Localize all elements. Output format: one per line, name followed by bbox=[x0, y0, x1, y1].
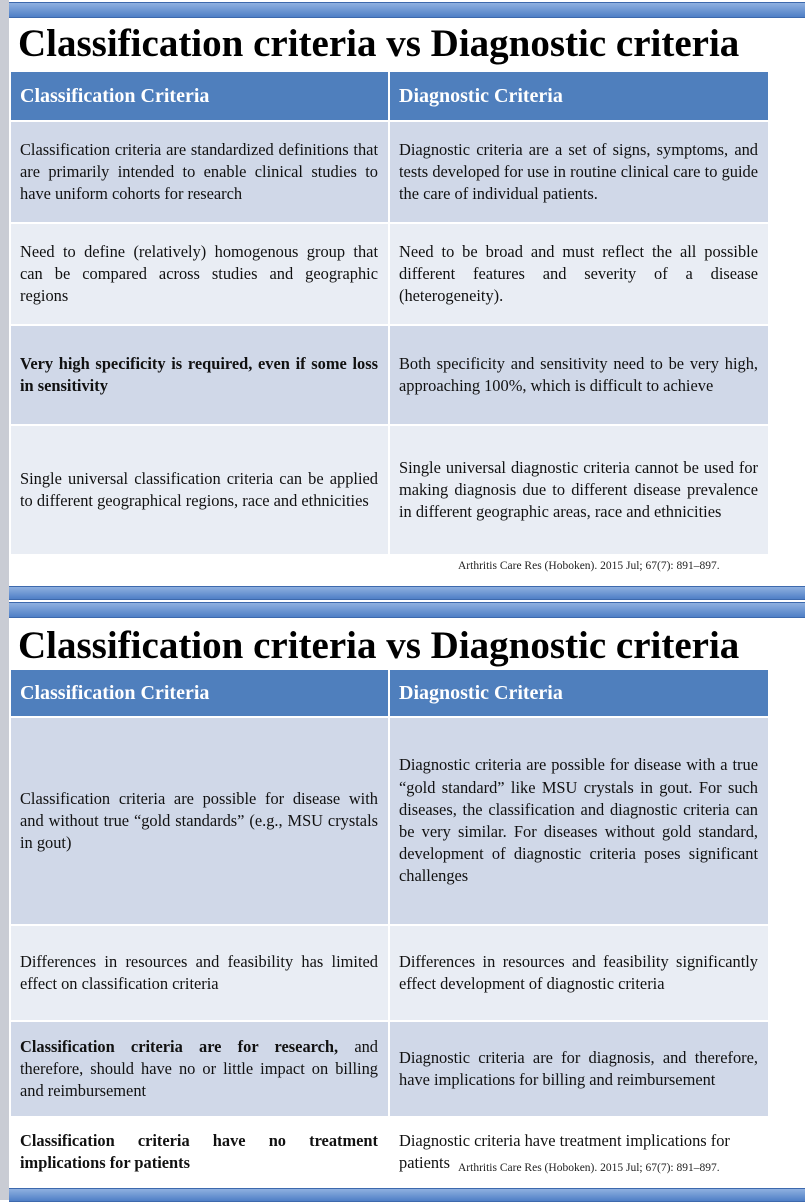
table-cell: Differences in resources and feasibility significantly effect development of diagnostic criteria bbox=[390, 926, 768, 1020]
header-classification-criteria: Classification Criteria bbox=[11, 670, 388, 716]
left-edge-strip bbox=[0, 0, 9, 1200]
table-cell: Diagnostic criteria are a set of signs, symptoms, and tests developed for use in routine clinical care to guide the care of individual patients. bbox=[390, 122, 768, 222]
table-cell: Classification criteria have no treatment implications for patients bbox=[11, 1118, 388, 1194]
table-cell: Classification criteria are standardized definitions that are primarily intended to enable clinical studies to have uniform cohorts for research bbox=[11, 122, 388, 222]
header-classification-criteria: Classification Criteria bbox=[11, 72, 388, 120]
table-cell: Very high specificity is required, even if some loss in sensitivity bbox=[11, 326, 388, 424]
table-cell: Diagnostic criteria have treatment implications for patients bbox=[390, 1118, 768, 1194]
cell-rest: and therefore, should have no or little impact on billing and reimbursement bbox=[20, 1036, 378, 1101]
table-cell: Differences in resources and feasibility has limited effect on classification criteria bbox=[11, 926, 388, 1020]
slide-1-title: Classification criteria vs Diagnostic criteria bbox=[18, 22, 740, 65]
table-cell: Need to define (relatively) homogenous group that can be compared across studies and geographic regions bbox=[11, 224, 388, 324]
slide-1-bottom-bar bbox=[9, 586, 805, 600]
table-cell: Classification criteria are possible for disease with and without true “gold standards” (e.g., MSU crystals in gout) bbox=[11, 718, 388, 924]
table-cell: Both specificity and sensitivity need to be very high, approaching 100%, which is difficult to achieve bbox=[390, 326, 768, 424]
table-cell: Diagnostic criteria are possible for disease with a true “gold standard” like MSU crystals in gout. For such diseases, the classification and diagnostic criteria can be very similar. For diseases without gold standard, development of diagnostic criteria poses significant challenges bbox=[390, 718, 768, 924]
slide-1-comparison-table bbox=[11, 72, 768, 554]
table-cell: Need to be broad and must reflect the all possible different features and severity of a disease (heterogeneity). bbox=[390, 224, 768, 324]
table-cell: Diagnostic criteria are for diagnosis, and therefore, have implications for billing and reimbursement bbox=[390, 1022, 768, 1116]
header-diagnostic-criteria: Diagnostic Criteria bbox=[390, 72, 768, 120]
slide-2-citation: Arthritis Care Res (Hoboken). 2015 Jul; 67(7): 891–897. bbox=[458, 1162, 720, 1174]
slide-2-title: Classification criteria vs Diagnostic criteria bbox=[18, 624, 740, 667]
slide-2-comparison-table bbox=[11, 670, 768, 1194]
slide-1-top-bar bbox=[9, 2, 805, 18]
table-cell: Single universal diagnostic criteria cannot be used for making diagnosis due to different disease prevalence in different geographic areas, race and ethnicities bbox=[390, 426, 768, 554]
table-cell bbox=[11, 1022, 388, 1116]
header-diagnostic-criteria: Diagnostic Criteria bbox=[390, 670, 768, 716]
table-cell: Single universal classification criteria can be applied to different geographical regions, race and ethnicities bbox=[11, 426, 388, 554]
bold-lead: Classification criteria are for research, bbox=[20, 1036, 339, 1056]
slide-1-citation: Arthritis Care Res (Hoboken). 2015 Jul; 67(7): 891–897. bbox=[458, 560, 720, 572]
slide-2-top-bar bbox=[9, 602, 805, 618]
